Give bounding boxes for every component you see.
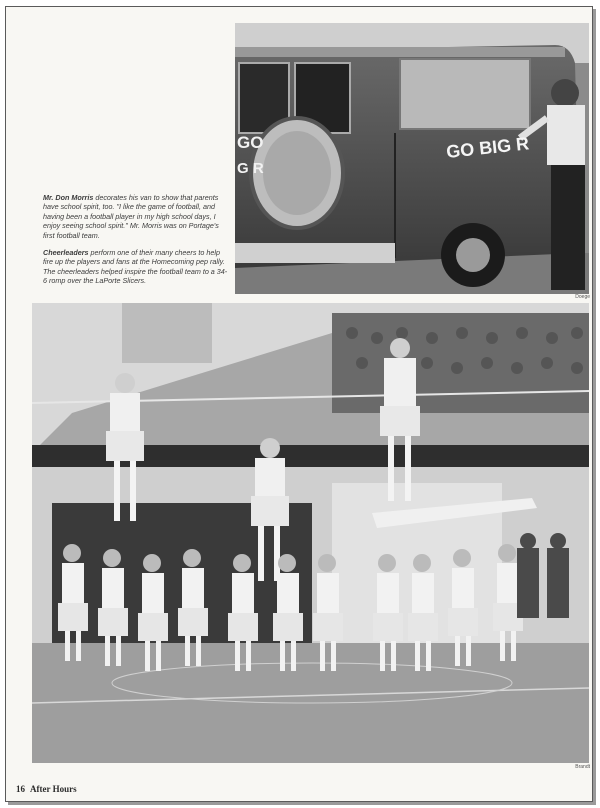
- yearbook-page: [5, 6, 593, 802]
- caption-morris-text: decorates his van to show that parents have school spirit, too. "I like the game of football, and having been a football player in my high school days, I enjoy seeing school spirit." Mr. Morris was on Portage's first football team.: [43, 193, 219, 240]
- van-side-text: GO BIG R: [445, 133, 530, 162]
- cheerleaders-illustration: [32, 303, 589, 763]
- caption-morris-name: Mr. Don Morris: [43, 193, 94, 202]
- section-title: After Hours: [30, 784, 77, 794]
- van-photo: [235, 23, 589, 294]
- page-footer: [16, 784, 77, 794]
- page-number: 16: [16, 784, 25, 794]
- van-rear-text-1: GO: [237, 133, 264, 152]
- photo-credit-top: Doege: [575, 294, 590, 300]
- photo-credit-bottom: Brandt: [575, 764, 590, 770]
- cheerleaders-photo: [32, 303, 589, 763]
- van-rear-text-2: G R: [237, 160, 264, 177]
- caption-block: [43, 193, 229, 294]
- caption-cheer-text: perform one of their many cheers to help fire up the players and fans at the Homecoming pep rally. The cheerleaders helped inspire the football team to a 34-6 romp over the LaPorte Slicers.: [43, 248, 228, 286]
- caption-morris: [43, 193, 229, 240]
- caption-cheer: [43, 248, 229, 286]
- van-illustration: [235, 23, 589, 294]
- caption-cheer-name: Cheerleaders: [43, 248, 89, 258]
